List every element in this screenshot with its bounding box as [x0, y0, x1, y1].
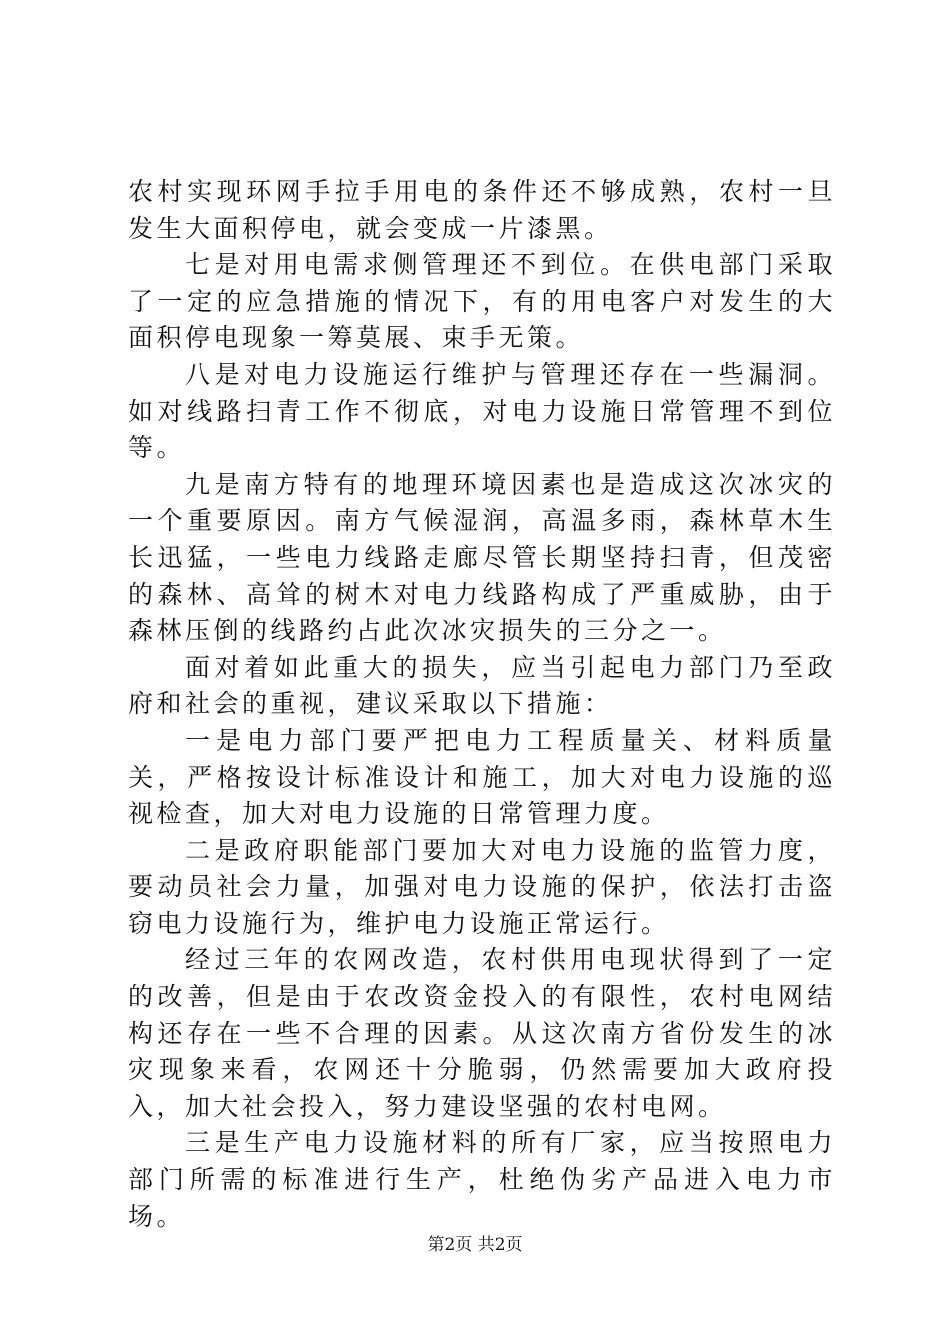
document-body [128, 174, 836, 1235]
paragraph-rural-grid: 经过三年的农网改造，农村供用电现状得到了一定的改善，但是由于农改资金投入的有限性，农村电网结构还存在一些不合理的因素。从这次南方省份发生的冰灾现象来看，农网还十分脆弱，仍然需要加大政府投入，加大社会投入，努力建设坚强的农村电网。 [128, 945, 836, 1121]
paragraph-point-seven: 七是对用电需求侧管理还不到位。在供电部门采取了一定的应急措施的情况下，有的用电客户对发生的大面积停电现象一筹莫展、束手无策。 [128, 250, 836, 353]
page-footer: 第2页 共2页 [427, 1235, 523, 1255]
paragraph-continuation: 农村实现环网手拉手用电的条件还不够成熟，农村一旦发生大面积停电，就会变成一片漆黑。 [128, 177, 836, 243]
paragraph-measure-three: 三是生产电力设施材料的所有厂家，应当按照电力部门所需的标准进行生产，杜绝伪劣产品进入电力市场。 [128, 1128, 836, 1231]
paragraph-point-nine: 九是南方特有的地理环境因素也是造成这次冰灾的一个重要原因。南方气候湿润，高温多雨，森林草木生长迅猛，一些电力线路走廊尽管长期坚持扫青，但茂密的森林、高耸的树木对电力线路构成了严重威胁，由于森林压倒的线路约占此次冰灾损失的三分之一。 [128, 469, 836, 646]
paragraph-point-eight: 八是对电力设施运行维护与管理还存在一些漏洞。如对线路扫青工作不彻底，对电力设施日常管理不到位等。 [128, 359, 836, 463]
paragraph-measure-one: 一是电力部门要严把电力工程质量关、材料质量关，严格按设计标准设计和施工，加大对电力设施的巡视检查，加大对电力设施的日常管理力度。 [128, 725, 836, 829]
paragraph-recommendation-intro: 面对着如此重大的损失，应当引起电力部门乃至政府和社会的重视，建议采取以下措施： [128, 652, 836, 719]
paragraph-measure-two: 二是政府职能部门要加大对电力设施的监管力度，要动员社会力量，加强对电力设施的保护，依法打击盗窃电力设施行为，维护电力设施正常运行。 [128, 835, 836, 938]
